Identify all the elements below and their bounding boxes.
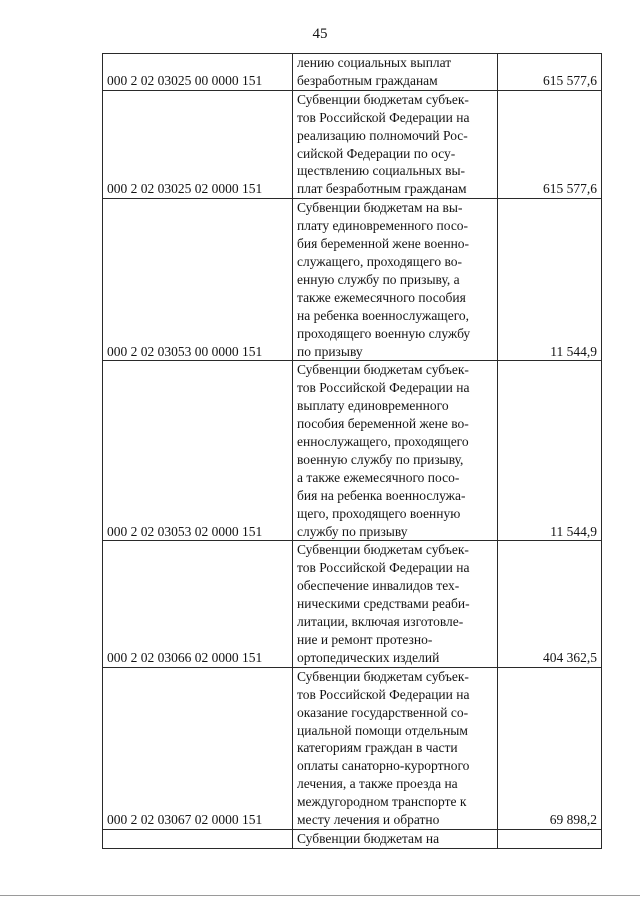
budget-code-cell: 000 2 02 03053 02 0000 151 [103, 361, 293, 541]
budget-code-cell: 000 2 02 03025 00 0000 151 [103, 54, 293, 91]
table-row [103, 667, 602, 829]
page-number: 45 [312, 26, 328, 42]
description-line: также ежемесячного пособия [297, 289, 466, 305]
description-line: на ребенка военнослужащего, [297, 307, 470, 323]
description-line: енную службу по призыву, а [297, 271, 460, 287]
description-line: месту лечения и обратно [297, 812, 440, 828]
description-line: пособия беременной жене во- [297, 416, 469, 432]
description-line: литации, включая изготовле- [297, 614, 464, 630]
table-row [103, 54, 602, 91]
budget-code-cell [103, 829, 293, 848]
description-line: междугородном транспорте к [297, 794, 467, 810]
description-line: служащего, проходящего во- [297, 253, 463, 269]
description-line: Субвенции бюджетам субъек- [297, 362, 469, 378]
footer-divider [0, 895, 640, 896]
description-line: тов Российской Федерации на [297, 560, 470, 576]
description-line: выплату единовременного [297, 398, 449, 414]
table-row [103, 90, 602, 198]
description-cell [293, 90, 498, 198]
amount-cell: 615 577,6 [498, 90, 602, 198]
description-line: бия беременной жене военно- [297, 236, 470, 252]
description-line: оплаты санаторно-курортного [297, 758, 470, 774]
description-cell [293, 361, 498, 541]
table-body [103, 54, 602, 849]
amount-cell: 615 577,6 [498, 54, 602, 91]
description-line: плату единовременного посо- [297, 218, 469, 234]
table-row [103, 361, 602, 541]
table-row [103, 199, 602, 361]
description-line: ортопедических изделий [297, 649, 440, 665]
description-line: щего, проходящего военную [297, 505, 461, 521]
amount-cell: 11 544,9 [498, 199, 602, 361]
description-line: тов Российской Федерации на [297, 686, 470, 702]
description-line: Субвенции бюджетам на вы- [297, 200, 463, 216]
description-line: тов Российской Федерации на [297, 380, 470, 396]
description-line: Субвенции бюджетам субъек- [297, 542, 469, 558]
description-line: оказание государственной со- [297, 704, 469, 720]
table-row [103, 829, 602, 848]
description-line: ническими средствами реаби- [297, 596, 470, 612]
description-line: безработным гражданам [297, 72, 438, 88]
amount-cell [498, 829, 602, 848]
description-cell [293, 199, 498, 361]
description-line: реализацию полномочий Рос- [297, 127, 468, 143]
description-cell [293, 541, 498, 667]
description-line: тов Российской Федерации на [297, 109, 470, 125]
description-line: службу по призыву [297, 523, 408, 539]
description-line: ние и ремонт протезно- [297, 632, 433, 647]
description-line: обеспечение инвалидов тех- [297, 578, 460, 594]
description-line: ществлению социальных вы- [297, 163, 466, 179]
description-line: по призыву [297, 343, 363, 359]
description-line: проходящего военную службу [297, 325, 471, 341]
budget-table [102, 53, 602, 849]
budget-code-cell: 000 2 02 03053 00 0000 151 [103, 199, 293, 361]
description-line: лечения, а также проезда на [297, 776, 458, 792]
description-line: военную службу по призыву, [297, 451, 464, 467]
amount-cell: 11 544,9 [498, 361, 602, 541]
table-row [103, 541, 602, 667]
description-cell [293, 667, 498, 829]
description-line: Субвенции бюджетам субъек- [297, 668, 469, 684]
description-line: сийской Федерации по осу- [297, 145, 456, 161]
amount-cell: 69 898,2 [498, 667, 602, 829]
description-line: а также ежемесячного посо- [297, 469, 460, 485]
description-line: лению социальных выплат [297, 55, 452, 70]
description-line: циальной помощи отдельным [297, 722, 468, 738]
description-line: бия на ребенка военнослужа- [297, 487, 466, 503]
description-line: Субвенции бюджетам на [297, 830, 440, 846]
description-line: Субвенции бюджетам субъек- [297, 91, 469, 107]
description-cell [293, 54, 498, 91]
amount-cell: 404 362,5 [498, 541, 602, 667]
description-line: плат безработным гражданам [297, 181, 467, 197]
budget-code-cell: 000 2 02 03067 02 0000 151 [103, 667, 293, 829]
budget-code-cell: 000 2 02 03066 02 0000 151 [103, 541, 293, 667]
description-line: еннослужащего, проходящего [297, 434, 469, 450]
description-cell [293, 829, 498, 848]
description-line: категориям граждан в части [297, 740, 458, 756]
budget-code-cell: 000 2 02 03025 02 0000 151 [103, 90, 293, 198]
